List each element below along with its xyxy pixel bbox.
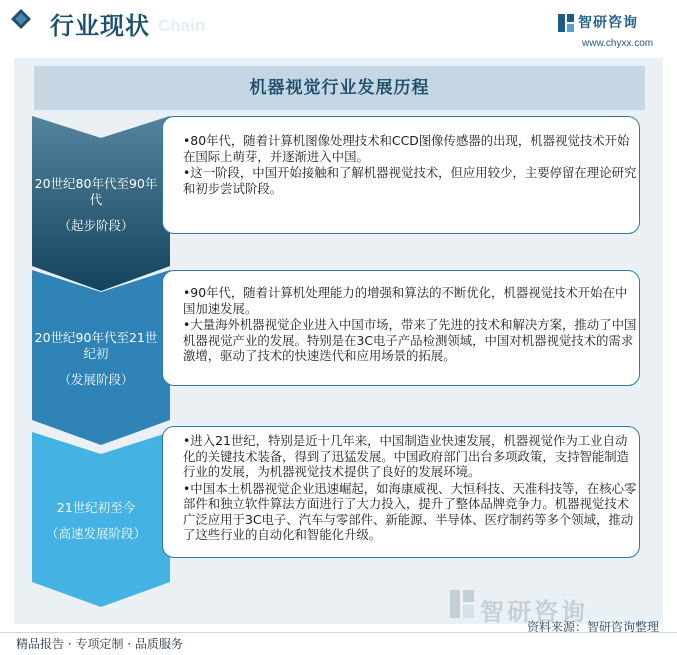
content-panel (14, 58, 663, 624)
stage-3-point-2: •中国本土机器视觉企业迅速崛起，如海康威视、大恒科技、天准科技等，在核心零部件和独立软件算法方面进行了大力投入，提升了整体品牌竞争力。机器视觉技术广泛应用于3C电子、汽车与零部件、新能源、半导体、医疗制药等多个领域，推动了这些行业的自动化和智能化升级。 (183, 480, 637, 542)
watermark-text: 智研咨询 (480, 598, 588, 626)
stage-3-point-1: •进入21世纪，特别是近十几年来，中国制造业快速发展，机器视觉作为工业自动化的关键技术装备，得到了迅猛发展。中国政府部门出台多项政策，支持智能制造行业的发展，为机器视觉技术提供了良好的发展环境。 (183, 433, 630, 479)
brand-url[interactable]: www.chyxx.com (582, 38, 654, 49)
stage-2-point-1: •90年代，随着计算机处理能力的增强和算法的不断优化，机器视觉技术开始在中国加速发展。 (183, 285, 628, 316)
brand-logo[interactable] (552, 8, 672, 58)
stage-3-pentagon (32, 432, 170, 607)
title-banner (34, 66, 645, 110)
banner-title: 机器视觉行业发展历程 (249, 78, 430, 98)
stage-2-phase: （发展阶段） (58, 372, 134, 387)
watermark-logo-icon (450, 590, 474, 618)
diamond-icon (10, 8, 32, 30)
page-footer (0, 632, 677, 655)
stage-2-period: 20世纪90年代至21世纪初 (34, 330, 158, 361)
data-source: 资料来源：智研咨询整理 (526, 620, 659, 634)
stage-1-card (162, 116, 640, 234)
section-title: 行业现状 (50, 12, 150, 40)
stage-2-point-2: •大量海外机器视觉企业进入中国市场，带来了先进的技术和解决方案，推动了中国机器视觉产业的发展。特别是在3C电子产品检测领域，中国对机器视觉技术的需求激增，驱动了技术的快速迭代和应用场景的拓展。 (183, 317, 637, 363)
brand-name: 智研咨询 (578, 15, 638, 31)
footer-slogan: 精品报告 · 专项定制 · 品质服务 (16, 637, 183, 651)
stage-1-point-1: •80年代，随着计算机图像处理技术和CCD图像传感器的出现，机器视觉技术开始在国际上萌芽，并逐渐进入中国。 (183, 133, 630, 164)
stage-2-card (162, 270, 640, 386)
section-title-en: Chain (158, 16, 206, 35)
stage-1-point-2: •这一阶段，中国开始接触和了解机器视觉技术，但应用较少，主要停留在理论研究和初步尝试阶段。 (183, 165, 637, 196)
stage-3-period: 21世纪初至今 (56, 500, 136, 515)
stage-1-period: 20世纪80年代至90年代 (34, 176, 158, 207)
brand-mark-icon (558, 14, 574, 32)
stage-3-phase: （高速发展阶段） (45, 526, 146, 541)
stage-3-card (162, 426, 640, 558)
stage-1-phase: （起步阶段） (58, 218, 134, 233)
page-header (0, 0, 677, 60)
